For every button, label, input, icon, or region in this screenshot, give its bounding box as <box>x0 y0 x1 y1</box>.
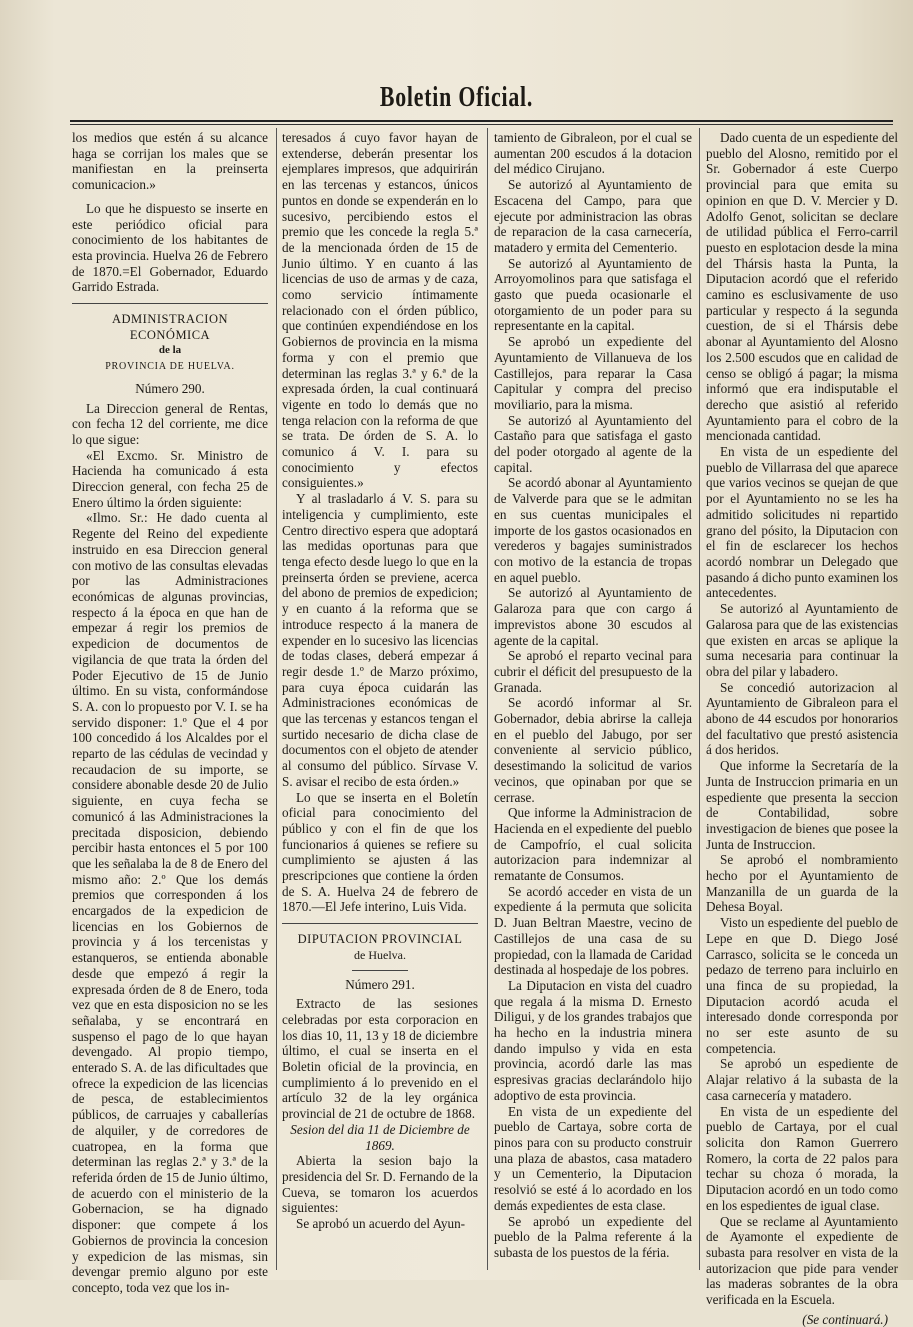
masthead-rule-thin <box>70 124 893 125</box>
column-divider <box>699 128 700 1270</box>
paragraph: Se aprobó el nombramiento hecho por el Ayuntamiento de Manzanilla de un guarda de la Dehesa Boyal. <box>706 852 898 915</box>
paragraph: En vista de un espediente del pueblo de Cartaya, por el cual solicita don Ramon Guerrero Romero, la corta de 22 palos para techar su choza ó morada, la Diputacion acordó en un todo como en los espedientes de igual clase. <box>706 1103 898 1213</box>
continuation-note: (Se continuará.) <box>802 1311 888 1327</box>
paragraph: Dado cuenta de un espediente del pueblo del Alosno, remitido por el Sr. Gobernador á este Cuerpo provincial para que emita su opinion en que D. V. Mercier y D. Adolfo Genot, solicitan se declare de utilidad pública el Ferro-carril puesto en esplotacion desde la mina del Thársis hasta la Punta, la Diputacion acordó que el referido camino es esclusivamente de uso particular y respecto á la segunda cuestion, de si el Thársis debe abonar al Ayuntamiento del Alosno los 2.500 escudos que en calidad de censo se obligó á pagar; la misma informó que era indisputable el derecho que asistió al referido Ayuntamiento para el cobro de la mencionada cantidad. <box>706 130 898 444</box>
paragraph: Se concedió autorizacion al Ayuntamiento de Gibraleon para el abono de 44 escudos por honorarios del facultativo que prestó asistencia á dos heridos. <box>706 679 898 758</box>
section-heading-province: PROVINCIA DE HUELVA. <box>105 361 235 373</box>
paragraph: La Direccion general de Rentas, con fecha 12 del corriente, me dice lo que sigue: <box>72 400 268 447</box>
paragraph: Se acordó informar al Sr. Gobernador, debia abrirse la calleja en el pueblo del Jabugo, por ser conveniente al servicio público, desestimando la solicitud de varios vecinos, que opinaban por que se cerrase. <box>494 695 692 805</box>
section-heading-sub: de la <box>158 344 182 357</box>
section-divider <box>72 303 268 304</box>
paragraph: En vista de un expediente del pueblo de Cartaya, sobre corta de pinos para con su producto construir una plaza de abastos, casa matadero y un Cementerio, la Diputacion resolvió se esté á lo acordado en los demás expedientes de esta clase. <box>494 1103 692 1213</box>
section-heading: DIPUTACION PROVINCIAL <box>297 932 463 947</box>
column-2 <box>282 130 478 1232</box>
paragraph: «Ilmo. Sr.: He dado cuenta al Regente del Reino del expediente instruido en esa Direccion general con motivo de las consultas elevadas por las Administraciones económicas de algunas provincias, respecto á la época en que han de empezar á regir los premios de expedicion de documentos de vigilancia de que trata la órden del Poder Ejecutivo de 15 de Junio último. En su vista, conformándose S. A. con lo propuesto por V. I. se ha servido disponer: 1.º Que el 4 por 100 concedido á los Alcaldes por el reparto de las cédulas de vecindad y recaudacion de su importe, se considere abonable desde 20 de Julio siguiente, en cuya fecha se comunicó á las Administraciones la precitada disposicion, debiendo percibir hasta entonces el 5 por 100 que les señalaba la de 8 de Enero del mismo año: 2.º Que los demás premios que corresponden á los encargados de la expedicion de licencias en los Gobiernos de provincia y á los tercenistas y estanqueros, se entienda abonable desde que empezó á regir la expresada órden de 8 de Enero, toda vez que en esta disposicion no se les señalaba, y se encontrará en suspenso el pago de lo que hayan devengado. Al propio tiempo, enterado S. A. de las dificultades que ofrece la expedicion de las licencias de pesca, de establecimientos públicos, de carruajes y caballerías de alquiler, y de corredores de cuatropea, en la forma que determinan las reglas 2.ª y 3.ª de la referida órden de 15 de Junio último, de acuerdo con el ministerio de la Gobernacion, se ha dignado disponer: que compete á los Gobiernos de provincia la concesion y expedicion de las mismas, sin devengar premio alguno por este concepto, toda vez que los in- <box>72 510 268 1295</box>
column-4 <box>706 130 898 1327</box>
paragraph: los medios que estén á su alcance haga se corrijan los males que se manifiestan en la preinserta comunicacion.» <box>72 130 268 193</box>
paragraph: Y al trasladarlo á V. S. para su inteligencia y cumplimiento, este Centro directivo espera que adoptará las medidas oportunas para que tenga efecto desde luego lo que en la preinserta órden se previene, acerca del abono de premios de expedicion; y en cuanto á la reforma que se introduce respecto á la manera de expender en lo sucesivo las licencias de todas clases, deberá empezar á regir desde 1.º de Marzo próximo, para cuya época cuidarán las Administraciones económicas de que las tercenas y estancos tengan el surtido necesario de dicha clase de documentos con el objeto de atender al consumo del público. Sírvase V. S. avisar el recibo de esta órden.» <box>282 491 478 789</box>
paragraph: teresados á cuyo favor hayan de extenderse, deberán presentar los ejemplares impresos, que adquirirán en las tercenas y estancos, únicos puntos en donde se expenderán en lo sucesivo, percibiendo estos el premio que les concede la regla 5.ª de la mencionada órden de 15 de Junio último. Y en cuanto á las licencias de uso de armas y de caza, como servicio íntimamente relacionado con el órden público, que continúen expendiéndose en los Gobiernos de provincia en la misma forma y con el premio que determinan las reglas 3.ª y 6.ª de la expresada órden, la cual continuará vigente en todo lo demás que no tenga relacion con la reforma de que se trata. De órden de S. A. lo comunico á V. I. para su conocimiento y efectos consiguientes.» <box>282 130 478 491</box>
paragraph: La Diputacion en vista del cuadro que regala á la misma D. Ernesto Diligui, y de los grandes trabajos que ha hecho en la industria minera dando impulso y vida en esta provincia, acordó darle las mas espresivas gracias declarándolo hijo adoptivo de esta provincia. <box>494 977 692 1103</box>
section-divider <box>282 923 478 924</box>
paragraph: Se acordó abonar al Ayuntamiento de Valverde para que se le admitan en sus cuentas municipales el importe de los gastos ocasionados en verederos y bagajes suministrados con motivo de la estancia de tropas en aquel pueblo. <box>494 475 692 585</box>
paragraph: Visto un espediente del pueblo de Lepe en que D. Diego José Carrasco, solicita se le conceda un pedazo de terreno para incluirlo en una finca de su propiedad, la Diputacion acordó acuda el interesado donde corresponda por no ser este asunto de su competencia. <box>706 915 898 1056</box>
paragraph: «El Excmo. Sr. Ministro de Hacienda ha comunicado á esta Direccion general, con fecha 25 de Enero último la órden siguiente: <box>72 447 268 510</box>
column-divider <box>487 128 488 1270</box>
document-number: Número 290. <box>135 380 205 396</box>
paragraph: Se aprobó un expediente del pueblo de la Palma referente á la subasta de los puestos de la féria. <box>494 1213 692 1260</box>
paragraph: Se acordó acceder en vista de un expediente á la permuta que solicita D. Juan Beltran Maestre, vecino de Castillejos de una casa de su propiedad, con la llamada de Caridad destinada al hospedaje de los pobres. <box>494 883 692 978</box>
paragraph: Se aprobó el reparto vecinal para cubrir el déficit del presupuesto de la Granada. <box>494 648 692 695</box>
paragraph: En vista de un espediente del pueblo de Villarrasa del que aparece que varios vecinos se quejan de que por el Ayuntamiento no se les ha admitido solicitudes ni repartido grano del pósito, la Diputacion con el fin de esclarecer los hechos acordó nombrar un Delegado que pasando á dicho punto examinen los antecedentes. <box>706 444 898 601</box>
paragraph: Que se reclame al Ayuntamiento de Ayamonte el expediente de subasta para resolver en vista de la autorizacion que pide para vender las maderas sobrantes de la obra verificada en la Escuela. <box>706 1213 898 1308</box>
paragraph: Se aprobó un acuerdo del Ayun- <box>296 1216 466 1232</box>
paragraph: Que informe la Secretaría de la Junta de Instruccion primaria en un espediente que presenta la seccion de Contabilidad, sobre investigacion de bienes que posee la Junta de Instruccion. <box>706 758 898 852</box>
session-date: Sesion del dia 11 de Diciembre de 1869. <box>290 1121 470 1153</box>
document-number: Número 291. <box>345 976 415 992</box>
paragraph: Lo que he dispuesto se inserte en este periódico oficial para conocimiento de los habitantes de esta provincia. Huelva 26 de Febrero de 1870.=El Gobernador, Eduardo Garrido Estrada. <box>72 200 268 295</box>
paragraph: Se autorizó al Ayuntamiento de Galaroza para que con cargo á imprevistos abone 30 escudos al agente de la capital. <box>494 585 692 648</box>
column-1 <box>72 130 268 1296</box>
masthead-title: Boletin Oficial. <box>379 82 534 113</box>
section-heading: ADMINISTRACION ECONÓMICA <box>111 312 229 342</box>
paragraph: Que informe la Administracion de Hacienda en el expediente del pueblo de Campofrío, el cual solicita autorizacion para indemnizar al rematante de Consumos. <box>494 805 692 884</box>
paragraph: Se autorizó al Ayuntamiento de Galarosa para que de las existencias que existen en arcas se aplique la suma necesaria para continuar la obra del pilar y labadero. <box>706 601 898 679</box>
section-heading-sub: de Huelva. <box>354 947 406 962</box>
paragraph: Se autorizó al Ayuntamiento de Escacena del Campo, para que ejecute por administracion las obras de reparacion de la casa carnecería, matadero y ermita del Cementerio. <box>494 177 692 255</box>
short-rule <box>352 970 408 971</box>
column-3 <box>494 130 692 1261</box>
paragraph: Se autorizó al Ayuntamiento de Arroyomolinos para que satisfaga el gasto que pueda ocasionarle el otorgamiento de un poder para su representante en la capital. <box>494 255 692 334</box>
paragraph: tamiento de Gibraleon, por el cual se aumentan 200 escudos á la dotacion del médico Cirujano. <box>494 130 692 177</box>
paragraph: Extracto de las sesiones celebradas por esta corporacion en los dias 10, 11, 13 y 18 de diciembre último, el cual se inserta en el Boletin oficial de la provincia, en cumplimiento á lo prevenido en el artículo 32 de la ley orgánica provincial de 21 de octubre de 1868. <box>282 996 478 1122</box>
paragraph: Se autorizó al Ayuntamiento del Castaño para que satisfaga el gasto del poder otorgado al agente de la capital. <box>494 412 692 475</box>
paragraph: Se aprobó un expediente del Ayuntamiento de Villanueva de los Castillejos, para reparar la Casa Capitular y compra del preciso moviliario, para la misma. <box>494 334 692 412</box>
masthead-rule <box>70 120 893 122</box>
paragraph: Lo que se inserta en el Boletín oficial para conocimiento del público y con el fin de que los funcionarios á quienes se refiere su cumplimiento se ajusten á las prescripciones que contiene la órden de S. A. Huelva 24 de febrero de 1870.—El Jefe interino, Luis Vida. <box>282 789 478 915</box>
column-divider <box>276 128 277 1270</box>
paragraph: Abierta la sesion bajo la presidencia del Sr. D. Fernando de la Cueva, se tomaron los acuerdos siguientes: <box>282 1153 478 1216</box>
paragraph: Se aprobó un espediente de Alajar relativo á la subasta de la casa carnecería y matadero. <box>706 1056 898 1103</box>
